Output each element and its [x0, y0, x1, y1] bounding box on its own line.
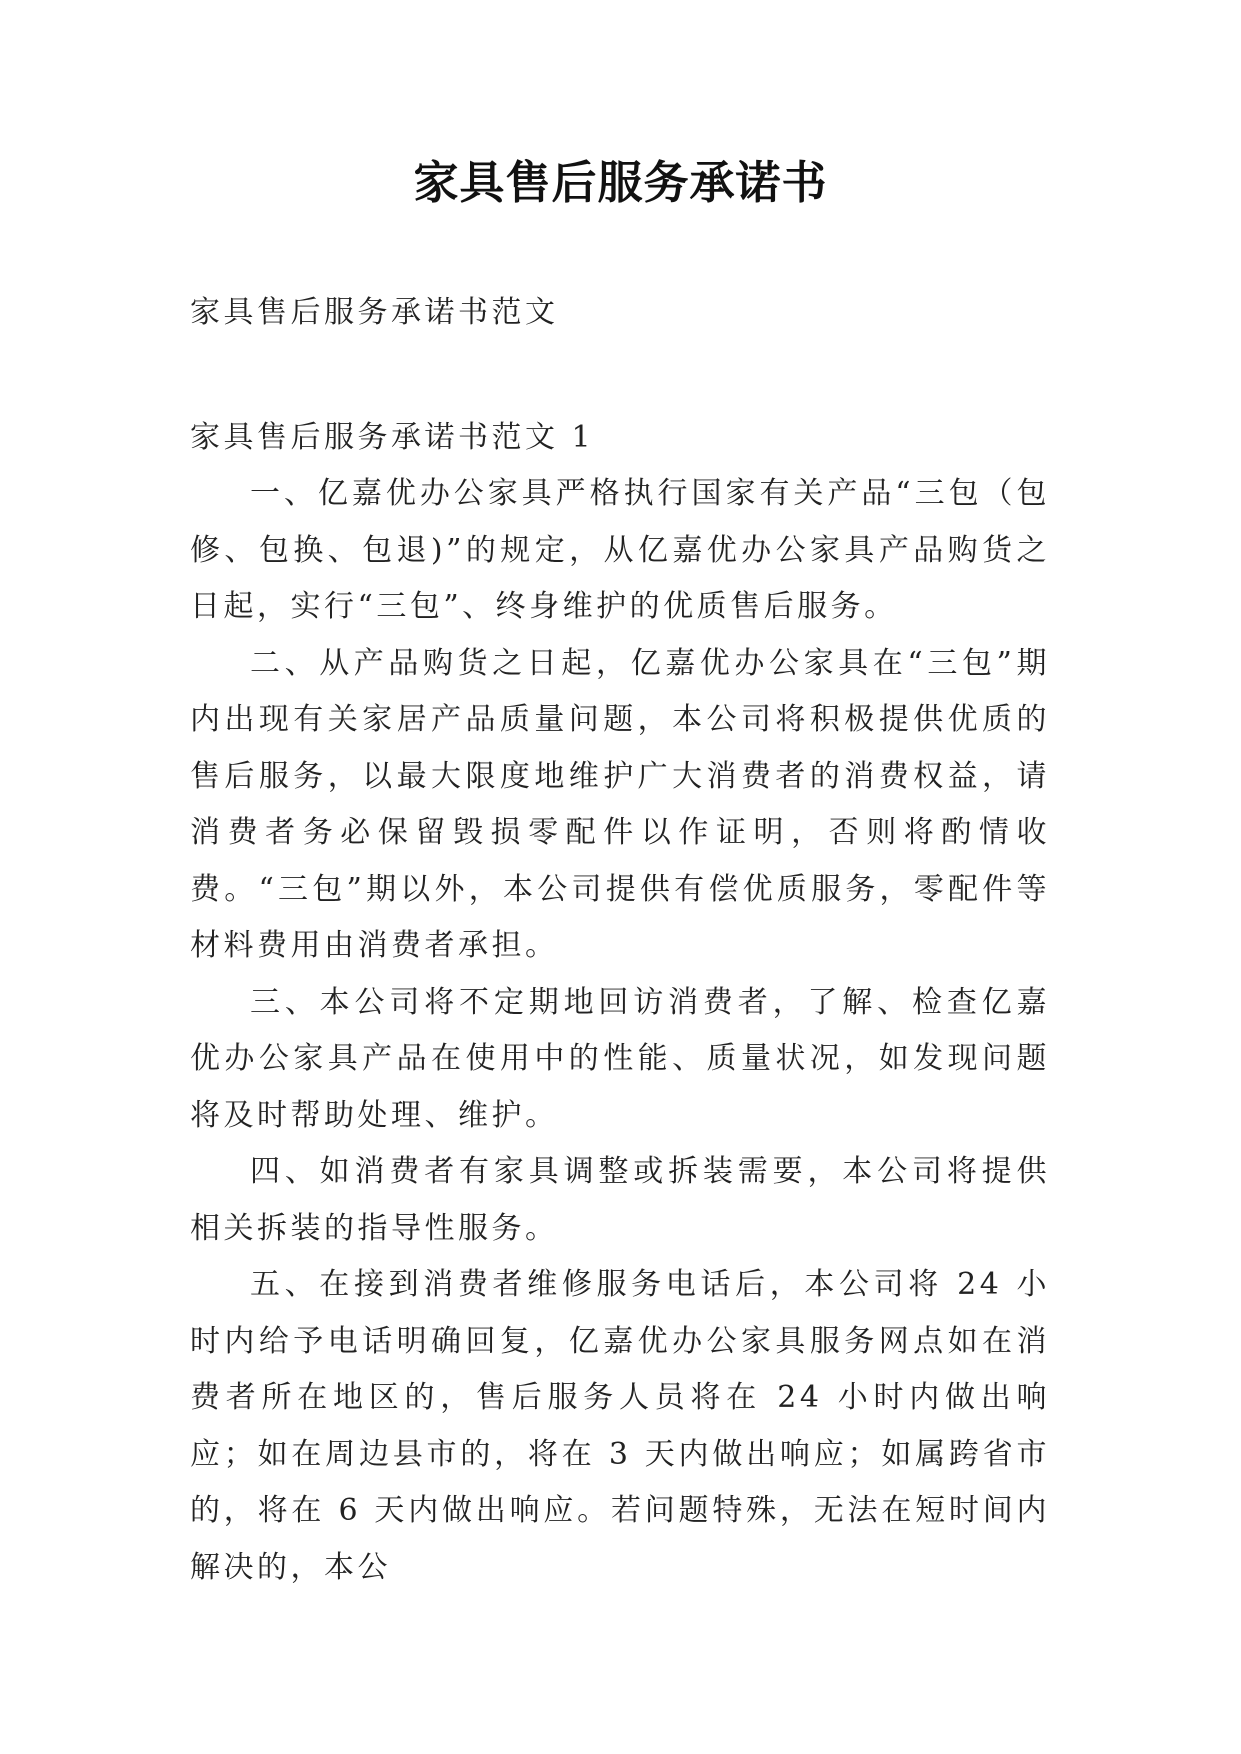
paragraph-4: 四、如消费者有家具调整或拆装需要，本公司将提供相关拆装的指导性服务。 — [190, 1154, 1050, 1246]
paragraph-5: 五、在接到消费者维修服务电话后，本公司将 24 小时内给予电话明确回复，亿嘉优办公家具服务网点如在消费者所在地区的，售后服务人员将在 24 小时内做出响应；如在周边县市的，将在 3 天内做出响应；如属跨省市的，将在 6 天内做出响应。若问题特殊，无法在短时间内解决的，本公 — [190, 1267, 1050, 1585]
document-body — [190, 466, 1050, 1596]
paragraph-3: 三、本公司将不定期地回访消费者，了解、检查亿嘉优办公家具产品在使用中的性能、质量状况，如发现问题将及时帮助处理、维护。 — [190, 984, 1050, 1133]
paragraph-2: 二、从产品购货之日起，亿嘉优办公家具在“三包”期内出现有关家居产品质量问题，本公司将积极提供优质的售后服务，以最大限度地维护广大消费者的消费权益，请消费者务必保留毁损零配件以作证明，否则将酌情收费。“三包”期以外，本公司提供有偿优质服务，零配件等材料费用由消费者承担。 — [190, 645, 1050, 963]
document-subtitle: 家具售后服务承诺书范文 — [190, 295, 559, 330]
paragraph-1: 一、亿嘉优办公家具严格执行国家有关产品“三包（包修、包换、包退)”的规定，从亿嘉优办公家具产品购货之日起，实行“三包”、终身维护的优质售后服务。 — [190, 476, 1050, 624]
section-heading: 家具售后服务承诺书范文 1 — [190, 420, 595, 455]
document-title: 家具售后服务承诺书 — [413, 156, 828, 209]
